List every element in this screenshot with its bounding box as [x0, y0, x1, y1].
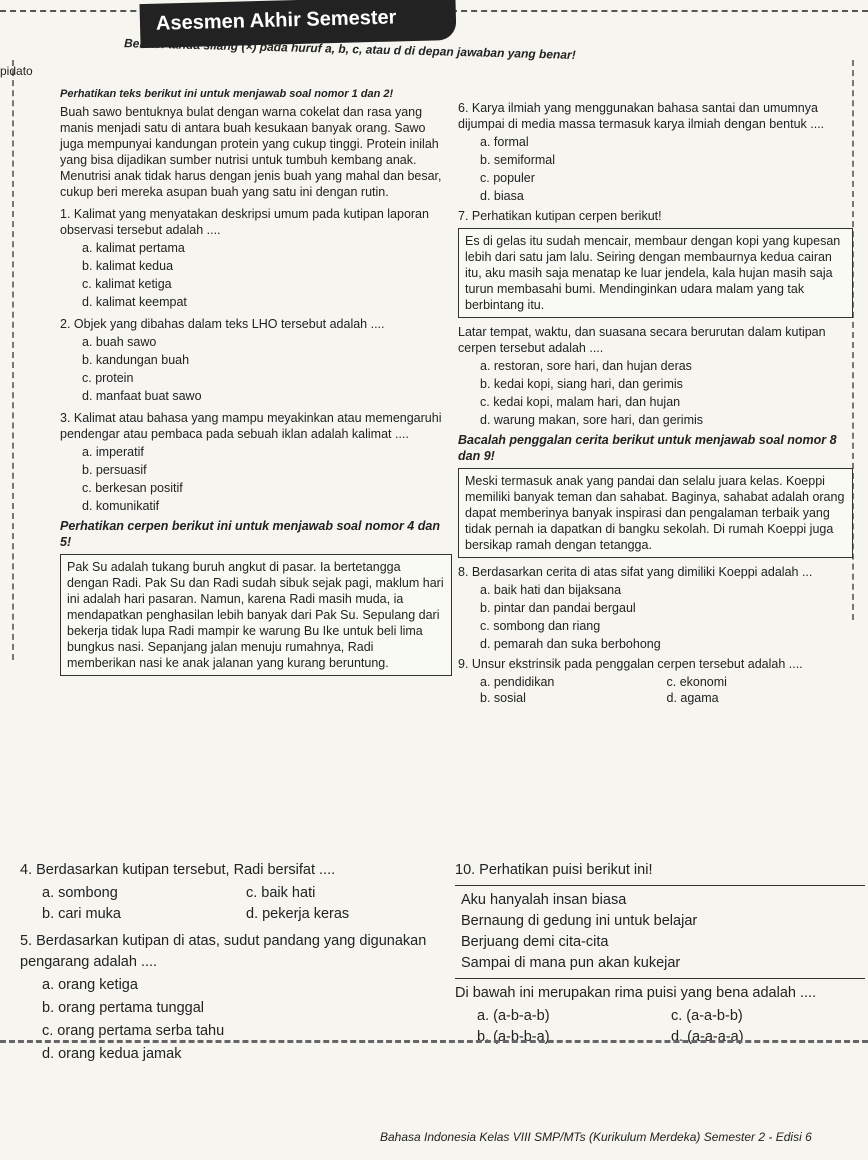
q7-option-b[interactable]: b. kedai kopi, siang hari, dan gerimis: [480, 377, 683, 391]
q2-option-b[interactable]: b. kandungan buah: [82, 353, 190, 367]
question-3: 3. Kalimat atau bahasa yang mampu meyakinkan atau memengaruhi pendengar atau pembaca pada sebuah iklan adalah kalimat ....: [60, 411, 442, 441]
q1-option-d[interactable]: d. kalimat keempat: [82, 295, 187, 309]
q7-option-a[interactable]: a. restoran, sore hari, dan hujan deras: [480, 359, 692, 373]
q10-option-d[interactable]: d. (a-a-a-a): [671, 1029, 744, 1045]
page-footer: Bahasa Indonesia Kelas VIII SMP/MTs (Kurikulum Merdeka) Semester 2 - Edisi 6: [380, 1130, 812, 1144]
q9-option-c[interactable]: c. ekonomi: [666, 675, 727, 689]
intro-q1-2: Perhatikan teks berikut ini untuk menjawab soal nomor 1 dan 2!: [60, 88, 394, 100]
q10-stem: Di bawah ini merupakan rima puisi yang bena adalah ....: [455, 985, 817, 1001]
q2-option-c[interactable]: c. protein: [82, 371, 134, 385]
question-1: 1. Kalimat yang menyatakan deskripsi umum pada kutipan laporan observasi tersebut adalah ....: [60, 207, 429, 237]
q4-option-b[interactable]: b. cari muka: [42, 906, 121, 922]
instruction: Berilah tanda silang (×) pada huruf a, b, c, atau d di depan jawaban yang benar!: [123, 36, 576, 62]
q5-option-a[interactable]: a. orang ketiga: [42, 977, 138, 993]
bottom-right-column: [455, 860, 865, 1048]
left-dashed-border: [12, 60, 14, 660]
q3-option-b[interactable]: b. persuasif: [82, 463, 147, 477]
passage-sawo: Buah sawo bentuknya bulat dengan warna cokelat dan rasa yang manis menjadi satu di antara buah kesukaan banyak orang. Sawo juga mempunyai kandungan protein yang cukup tinggi. Protein inilah yang bisa dijadikan sumber nutrisi untuk tumbuh kembang anak. Menutrisi anak tidak harus dengan jenis buah yang mahal dan besar, cukup beri mereka asupan buah yang satu ini dengan rutin.: [60, 105, 442, 199]
q4-option-a[interactable]: a. sombong: [42, 885, 118, 901]
left-column: [60, 86, 452, 682]
q10-option-c[interactable]: c. (a-a-b-b): [671, 1008, 743, 1024]
q1-option-c[interactable]: c. kalimat ketiga: [82, 277, 172, 291]
poem-line-3: Berjuang demi cita-cita: [461, 934, 609, 950]
poem-line-4: Sampai di mana pun akan kukejar: [461, 955, 681, 971]
side-label: pidato: [0, 64, 33, 78]
intro-q4-5: Perhatikan cerpen berikut ini untuk menjawab soal nomor 4 dan 5!: [60, 519, 440, 549]
q5-option-c[interactable]: c. orang pertama serba tahu: [42, 1023, 225, 1039]
q9-option-a[interactable]: a. pendidikan: [480, 675, 555, 689]
question-10: 10. Perhatikan puisi berikut ini!: [455, 862, 653, 878]
q8-option-a[interactable]: a. baik hati dan bijaksana: [480, 583, 622, 597]
q6-option-d[interactable]: d. biasa: [480, 189, 524, 203]
q4-options: [42, 883, 450, 925]
bottom-left-column: [20, 860, 450, 1067]
question-7: 7. Perhatikan kutipan cerpen berikut!: [458, 209, 662, 223]
question-5: 5. Berdasarkan kutipan di atas, sudut pandang yang digunakan pengarang adalah ....: [20, 933, 427, 970]
q7-option-c[interactable]: c. kedai kopi, malam hari, dan hujan: [480, 395, 681, 409]
q7-stem: Latar tempat, waktu, dan suasana secara berurutan dalam kutipan cerpen tersebut adalah ....: [458, 325, 826, 355]
question-4: 4. Berdasarkan kutipan tersebut, Radi bersifat ....: [20, 862, 336, 878]
question-8: 8. Berdasarkan cerita di atas sifat yang dimiliki Koeppi adalah ...: [458, 565, 813, 579]
q7-option-d[interactable]: d. warung makan, sore hari, dan gerimis: [480, 413, 704, 427]
q5-option-b[interactable]: b. orang pertama tunggal: [42, 1000, 205, 1016]
q10-option-a[interactable]: a. (a-b-a-b): [477, 1008, 550, 1024]
poem: [455, 885, 865, 979]
intro-q8-9: Bacalah penggalan cerita berikut untuk menjawab soal nomor 8 dan 9!: [458, 433, 837, 463]
q4-option-c[interactable]: c. baik hati: [246, 885, 316, 901]
bottom-dashed-border: [0, 1040, 868, 1043]
q6-option-b[interactable]: b. semiformal: [480, 153, 556, 167]
q8-option-d[interactable]: d. pemarah dan suka berbohong: [480, 637, 661, 651]
q9-option-d[interactable]: d. agama: [666, 691, 719, 705]
q8-option-c[interactable]: c. sombong dan riang: [480, 619, 601, 633]
passage-kopi: Es di gelas itu sudah mencair, membaur dengan kopi yang kupesan lebih dari satu jam lalu. Seiring dengan membaurnya kedua cairan itu, aku masih saja menatap ke luar jendela, kala hujan masih saja turun membasahi bumi. Mendinginkan udara malam yang tak berbintang itu.: [458, 228, 853, 318]
q9-option-b[interactable]: b. sosial: [480, 691, 526, 705]
q1-option-b[interactable]: b. kalimat kedua: [82, 259, 174, 273]
question-9: 9. Unsur ekstrinsik pada penggalan cerpen tersebut adalah ....: [458, 657, 803, 671]
q6-option-a[interactable]: a. formal: [480, 135, 529, 149]
q6-option-c[interactable]: c. populer: [480, 171, 535, 185]
passage-pak-su: Pak Su adalah tukang buruh angkut di pasar. Ia bertetangga dengan Radi. Pak Su dan Radi sudah sibuk sejak pagi, maklum hari ini adalah hari pasaran. Namun, karena Radi masih muda, ia mendapatkan penghasilan lebih banyak dari Pak Su. Sepulang dari bekerja tidak lupa Radi mampir ke warung Bu Ike untuk beli lima bungkus nasi. Sepanjang jalan menuju rumahnya, Radi memberikan nasi ke anak jalanan yang kurang beruntung.: [60, 554, 452, 676]
q2-option-a[interactable]: a. buah sawo: [82, 335, 157, 349]
page-title: Asesmen Akhir Semester: [139, 0, 456, 48]
question-6: 6. Karya ilmiah yang menggunakan bahasa santai dan umumnya dijumpai di media massa termasuk karya ilmiah dengan bentuk ....: [458, 101, 825, 131]
q8-option-b[interactable]: b. pintar dan pandai bergaul: [480, 601, 636, 615]
q5-option-d[interactable]: d. orang kedua jamak: [42, 1046, 182, 1062]
q1-option-a[interactable]: a. kalimat pertama: [82, 241, 185, 255]
question-2: 2. Objek yang dibahas dalam teks LHO tersebut adalah ....: [60, 317, 385, 331]
q4-option-d[interactable]: d. pekerja keras: [246, 906, 350, 922]
q9-options: [480, 674, 853, 706]
q2-option-d[interactable]: d. manfaat buat sawo: [82, 389, 202, 403]
right-column: [458, 100, 853, 706]
passage-koeppi: Meski termasuk anak yang pandai dan selalu juara kelas. Koeppi memiliki banyak teman dan sahabat. Baginya, sahabat adalah orang dapat memberinya banyak inspirasi dan pengalaman terbaik yang tidak pernah ia dapatkan di bangku sekolah. Di rumah Koeppi juga bersikap ramah dengan tetangga.: [458, 468, 853, 558]
poem-line-1: Aku hanyalah insan biasa: [461, 892, 627, 908]
q3-option-d[interactable]: d. komunikatif: [82, 499, 160, 513]
q3-option-a[interactable]: a. imperatif: [82, 445, 144, 459]
q10-option-b[interactable]: b. (a-b-b-a): [477, 1029, 550, 1045]
poem-line-2: Bernaung di gedung ini untuk belajar: [461, 913, 698, 929]
q3-option-c[interactable]: c. berkesan positif: [82, 481, 183, 495]
